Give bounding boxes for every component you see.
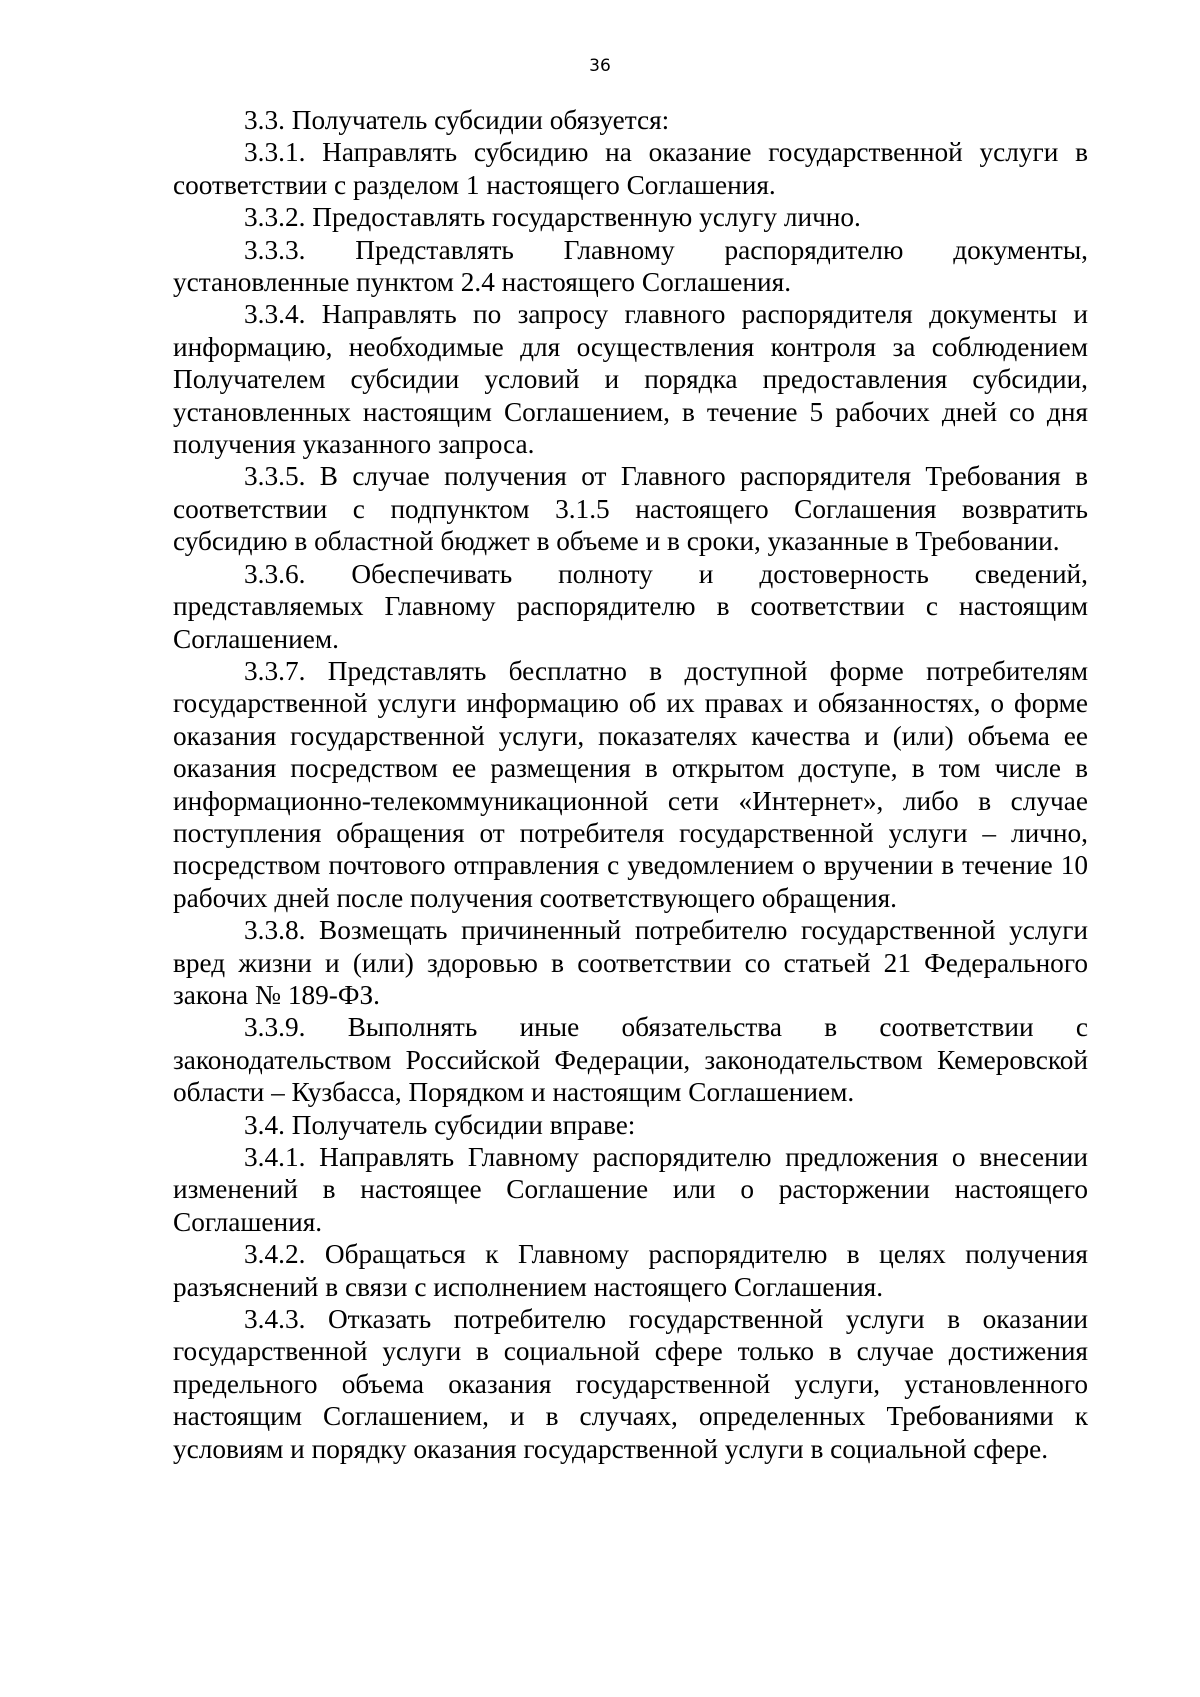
document-body — [173, 104, 1088, 1465]
paragraph-3-3-7: 3.3.7. Представлять бесплатно в доступной форме потребителям государственной услуги информацию об их правах и обязанностях, о форме оказания государственной услуги, показателях качества и (или) объема ее оказания посредством ее размещения в открытом доступе, в том числе в информационно-телекоммуникационной сети «Интернет», либо в случае поступления обращения от потребителя государственной услуги – лично, посредством почтового отправления с уведомлением о вручении в течение 10 рабочих дней после получения соответствующего обращения. — [173, 655, 1088, 913]
paragraph-3-3-9: 3.3.9. Выполнять иные обязательства в соответствии с законодательством Российской Федерации, законодательством Кемеровской области – Кузбасса, Порядком и настоящим Соглашением. — [173, 1012, 1088, 1108]
paragraph-3-4-1: 3.4.1. Направлять Главному распорядителю предложения о внесении изменений в настоящее Соглашение или о расторжении настоящего Соглашения. — [173, 1142, 1088, 1237]
paragraph-3-3-4: 3.3.4. Направлять по запросу главного распорядителя документы и информацию, необходимые для осуществления контроля за соблюдением Получателем субсидии условий и порядка предоставления субсидии, установленных настоящим Соглашением, в течение 5 рабочих дней со дня получения указанного запроса. — [173, 299, 1088, 460]
paragraph-3-4-3: 3.4.3. Отказать потребителю государственной услуги в оказании государственной услуги в социальной сфере только в случае достижения предельного объема оказания государственной услуги, установленного настоящим Соглашением, и в случаях, определенных Требованиями к условиям и порядку оказания государственной услуги в социальной сфере. — [173, 1304, 1088, 1464]
paragraph-3-3-1: 3.3.1. Направлять субсидию на оказание государственной услуги в соответствии с разделом 1 настоящего Соглашения. — [173, 137, 1088, 200]
paragraph-3-3-3: 3.3.3. Представлять Главному распорядителю документы, установленные пунктом 2.4 настоящего Соглашения. — [173, 234, 1088, 298]
paragraph-3-3: 3.3. Получатель субсидии обязуется: — [244, 105, 670, 135]
paragraph-3-4: 3.4. Получатель субсидии вправе: — [244, 1109, 636, 1140]
paragraph-3-3-8: 3.3.8. Возмещать причиненный потребителю государственной услуги вред жизни и (или) здоровью в соответствии со статьей 21 Федерального закона № 189-ФЗ. — [173, 915, 1088, 1010]
paragraph-3-3-2: 3.3.2. Предоставлять государственную услугу лично. — [244, 202, 861, 233]
paragraph-3-3-5: 3.3.5. В случае получения от Главного распорядителя Требования в соответствии с подпунктом 3.1.5 настоящего Соглашения возвратить субсидию в областной бюджет в объеме и в сроки, указанные в Требовании. — [173, 461, 1088, 557]
paragraph-3-4-2: 3.4.2. Обращаться к Главному распорядителю в целях получения разъяснений в связи с исполнением настоящего Соглашения. — [173, 1239, 1088, 1302]
paragraph-3-3-6: 3.3.6. Обеспечивать полноту и достоверность сведений, представляемых Главному распорядителю в соответствии с настоящим Соглашением. — [173, 558, 1088, 654]
page-number: 36 — [589, 56, 611, 76]
